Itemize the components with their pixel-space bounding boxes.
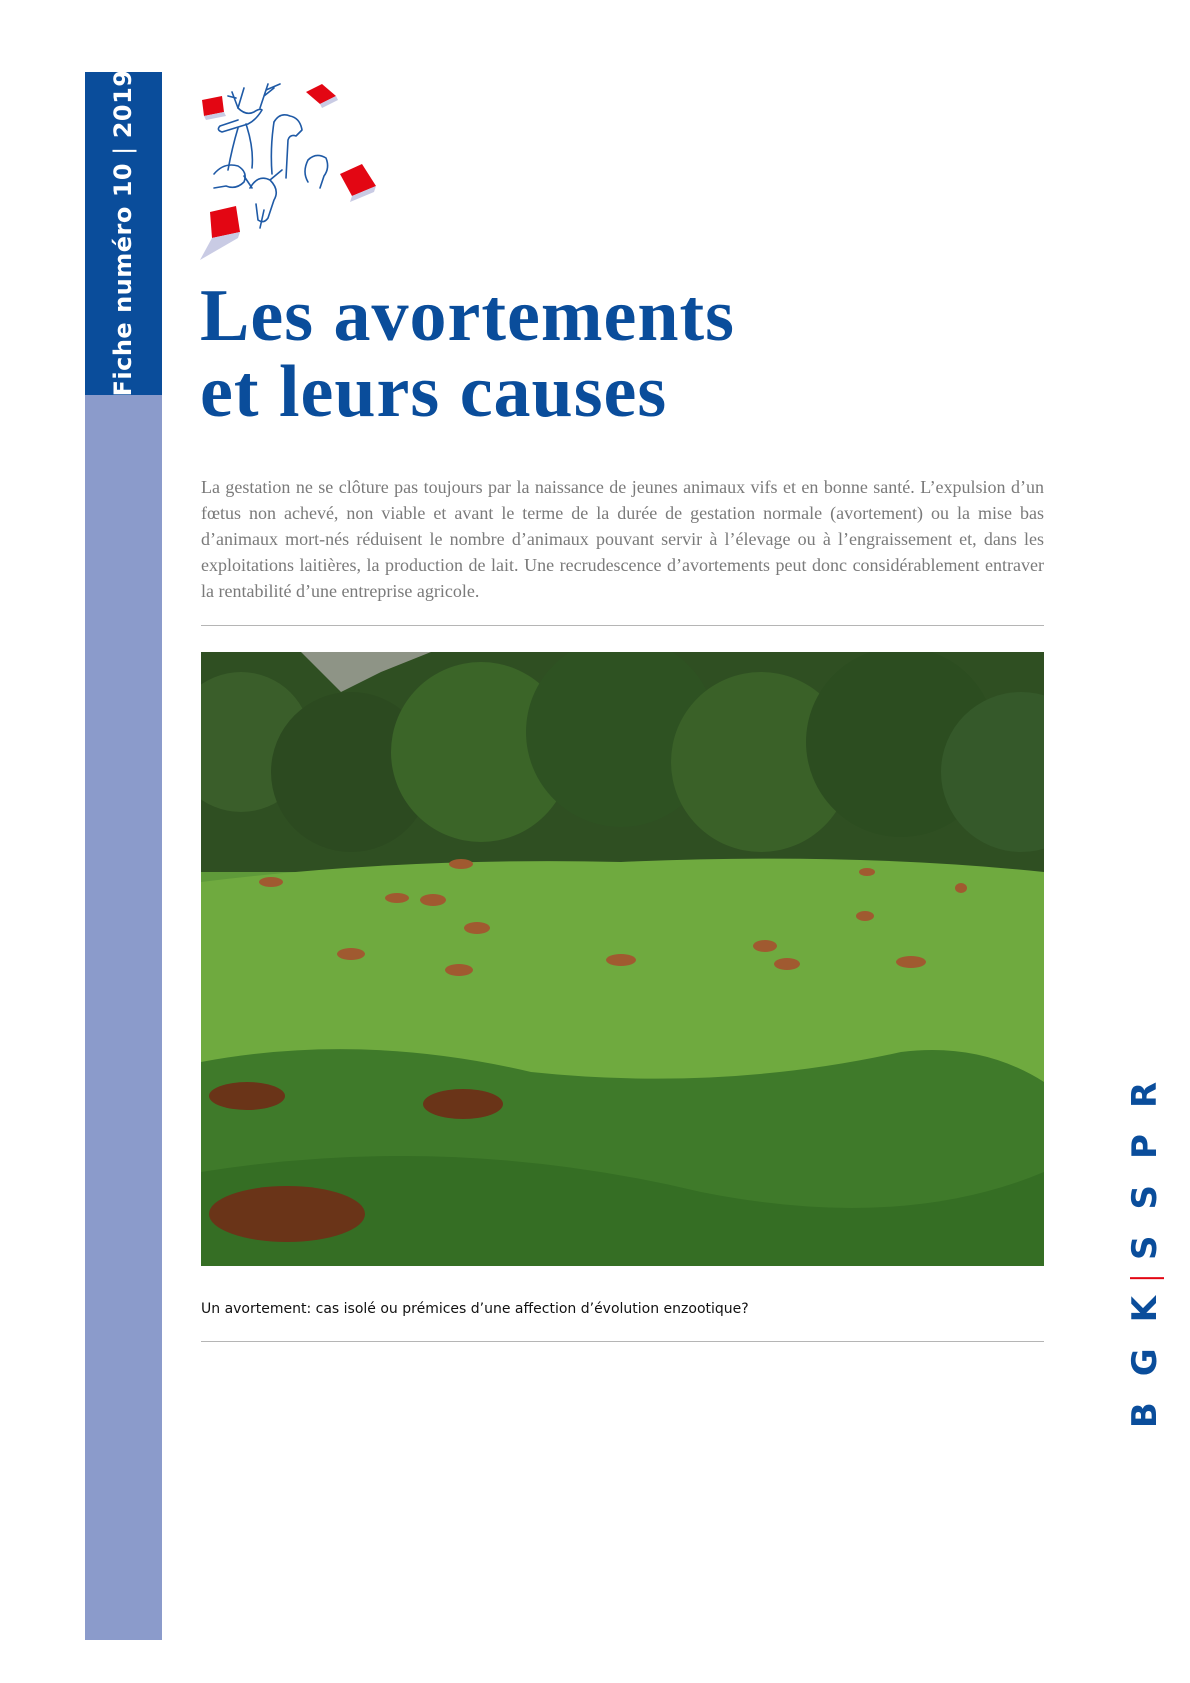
title-line-2: et leurs causes	[200, 351, 668, 433]
bgk-sspr-brand	[1125, 1069, 1165, 1441]
brand-letter-r: R	[1125, 1081, 1165, 1109]
fiche-number: Fiche numéro 10	[109, 162, 137, 397]
intro-paragraph: La gestation ne se clôture pas toujours par la naissance de jeunes animaux vifs et en bonne santé. L’expulsion d’un fœtus non achevé, non viable et avant le terme de la durée de gestation normale (avortement) ou la mise bas d’animaux mort-nés réduisent le nombre d’animaux pouvant servir à l’élevage ou à l’engraissement et, dans les exploitations laitières, la production de lait. Une recrudescence d’avortements peut donc considérablement entraver la rentabilité d’une entreprise agricole.	[201, 477, 1044, 601]
fiche-separator: |	[109, 146, 137, 155]
sidebar	[85, 69, 162, 1640]
page-title	[200, 275, 735, 433]
brand-letter-s1: S	[1125, 1235, 1165, 1260]
title-line-1: Les avortements	[200, 275, 735, 357]
divider-bottom	[201, 1341, 1044, 1342]
brand-letter-g: G	[1125, 1348, 1165, 1377]
brand-letter-b: B	[1125, 1402, 1165, 1429]
animal-logo	[198, 78, 398, 268]
divider-top	[201, 625, 1044, 626]
brand-letter-p: P	[1125, 1134, 1165, 1159]
brand-divider	[1130, 1277, 1164, 1279]
sidebar-header	[85, 69, 162, 397]
photo-caption: Un avortement: cas isolé ou prémices d’une affection d’évolution enzootique?	[201, 1301, 749, 1317]
fiche-number-label	[109, 70, 137, 397]
goats-pasture-photo	[201, 652, 1044, 1266]
brand-letter-k: K	[1125, 1295, 1165, 1323]
brand-letter-s2: S	[1125, 1184, 1165, 1210]
fiche-year: 2019	[109, 69, 137, 139]
